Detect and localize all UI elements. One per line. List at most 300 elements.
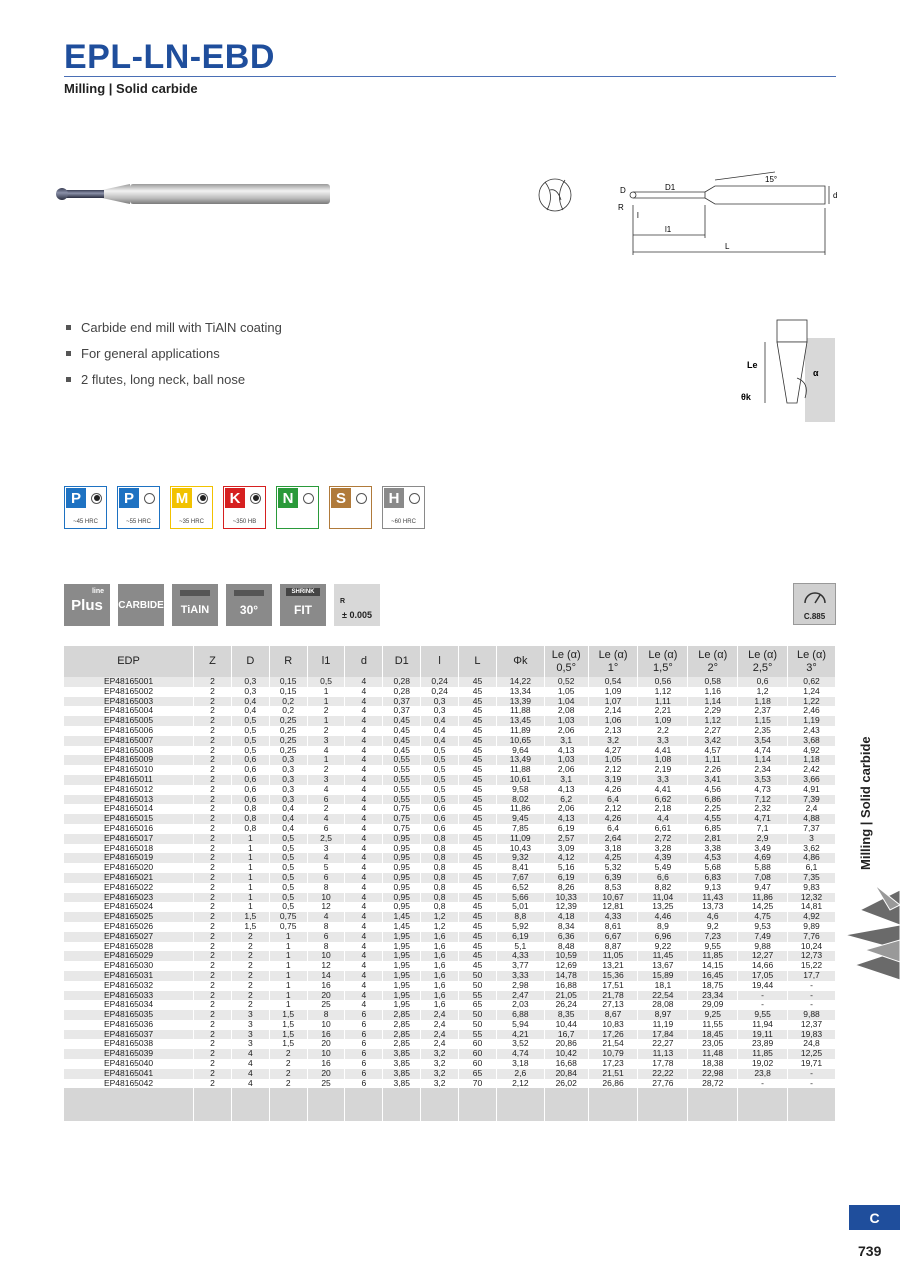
table-cell: 6 <box>307 824 345 834</box>
table-cell: 9,64 <box>496 746 544 756</box>
table-cell: 0,2 <box>269 706 307 716</box>
table-cell: 3 <box>788 834 836 844</box>
table-cell: 19,83 <box>788 1030 836 1040</box>
table-cell: 0,3 <box>269 785 307 795</box>
plusline-text: Plus <box>71 596 103 614</box>
table-cell: 2 <box>194 804 232 814</box>
table-cell: 3,2 <box>421 1079 459 1089</box>
table-cell: 10,65 <box>496 736 544 746</box>
table-cell <box>638 1110 688 1121</box>
table-cell: 4 <box>345 912 383 922</box>
table-cell: 0,95 <box>383 902 421 912</box>
table-cell: 8,48 <box>544 942 588 952</box>
table-cell: 4,13 <box>544 814 588 824</box>
table-cell: 10,59 <box>544 951 588 961</box>
column-header-text: Le (α) <box>551 648 581 661</box>
material-hardness: ~60 HRC <box>391 519 416 525</box>
table-cell: 6,19 <box>496 932 544 942</box>
column-header-text: 0,5° <box>556 661 577 674</box>
table-cell: 4,53 <box>688 853 738 863</box>
plusline-sup: line <box>91 588 104 595</box>
table-cell: 1,6 <box>421 971 459 981</box>
table-cell: 4 <box>345 775 383 785</box>
unsuitable-circle-icon <box>356 493 367 504</box>
table-cell: 4 <box>345 736 383 746</box>
table-cell: 18,45 <box>688 1030 738 1040</box>
table-cell: 3,85 <box>383 1059 421 1069</box>
table-cell: 0,4 <box>421 736 459 746</box>
table-cell: 45 <box>459 932 497 942</box>
table-cell: 2,85 <box>383 1010 421 1020</box>
table-cell: - <box>738 1079 788 1089</box>
table-cell: 2 <box>194 726 232 736</box>
table-cell: 4,26 <box>588 814 638 824</box>
table-cell: 0,56 <box>638 677 688 687</box>
table-cell: 1 <box>231 893 269 903</box>
table-cell: 11,13 <box>638 1049 688 1059</box>
table-cell: 2 <box>194 1020 232 1030</box>
dimension-diagram <box>525 160 845 260</box>
table-cell: EP48165017 <box>64 834 194 844</box>
table-cell: 1,09 <box>588 687 638 697</box>
table-cell: 45 <box>459 795 497 805</box>
table-cell: 0,8 <box>231 824 269 834</box>
table-cell: 2,32 <box>738 804 788 814</box>
table-cell: 1,22 <box>788 697 836 707</box>
table-cell: 2 <box>194 736 232 746</box>
table-cell: 1,95 <box>383 932 421 942</box>
table-cell: 2 <box>194 1030 232 1040</box>
table-cell <box>194 1110 232 1121</box>
table-cell: 0,8 <box>421 834 459 844</box>
table-cell: 21,51 <box>588 1069 638 1079</box>
table-cell: 17,7 <box>788 971 836 981</box>
table-cell: 0,25 <box>269 716 307 726</box>
table-cell: 6 <box>345 1059 383 1069</box>
table-cell: 2 <box>269 1049 307 1059</box>
table-body <box>64 677 836 1121</box>
table-cell: 0,5 <box>421 746 459 756</box>
table-cell: 6 <box>307 795 345 805</box>
table-cell: 4 <box>231 1069 269 1079</box>
table-cell: 3 <box>231 1010 269 1020</box>
table-cell: 27,76 <box>638 1079 688 1089</box>
table-cell: 14,66 <box>738 961 788 971</box>
table-cell: 1,15 <box>738 716 788 726</box>
table-cell: 6,36 <box>544 932 588 942</box>
table-cell: 3 <box>307 775 345 785</box>
page-number: 739 <box>858 1243 882 1259</box>
feature-list <box>64 320 282 398</box>
table-cell: 9,58 <box>496 785 544 795</box>
table-cell: 45 <box>459 746 497 756</box>
table-cell: 5,94 <box>496 1020 544 1030</box>
table-cell: 23,05 <box>688 1039 738 1049</box>
label-L: L <box>725 242 730 251</box>
table-cell: 60 <box>459 1049 497 1059</box>
table-cell: 9,55 <box>688 942 738 952</box>
table-cell: 3,18 <box>496 1059 544 1069</box>
table-cell: 6,88 <box>496 1010 544 1020</box>
table-cell: 6 <box>307 932 345 942</box>
table-cell: 4 <box>231 1049 269 1059</box>
table-cell: 14,81 <box>788 902 836 912</box>
table-cell: 2,25 <box>688 804 738 814</box>
column-header <box>231 646 269 677</box>
table-cell <box>788 1110 836 1121</box>
table-cell: 1,2 <box>421 922 459 932</box>
table-cell: 9,45 <box>496 814 544 824</box>
table-cell: 8,34 <box>544 922 588 932</box>
material-letter: S <box>331 488 351 508</box>
table-cell: EP48165038 <box>64 1039 194 1049</box>
table-cell: 45 <box>459 755 497 765</box>
table-cell: 20 <box>307 1069 345 1079</box>
table-cell: 50 <box>459 981 497 991</box>
table-cell: EP48165006 <box>64 726 194 736</box>
table-cell: 20,86 <box>544 1039 588 1049</box>
table-cell: 3,85 <box>383 1079 421 1089</box>
table-cell: 6,83 <box>688 873 738 883</box>
column-header-text: 1,5° <box>653 661 673 674</box>
table-cell: EP48165034 <box>64 1000 194 1010</box>
table-cell: 0,45 <box>383 716 421 726</box>
table-cell: 1,6 <box>421 951 459 961</box>
table-cell: 12,32 <box>788 893 836 903</box>
table-cell: 10,24 <box>788 942 836 952</box>
table-cell: 0,24 <box>421 687 459 697</box>
table-cell: 2 <box>194 932 232 942</box>
table-cell: 11,85 <box>688 951 738 961</box>
table-cell: 1,6 <box>421 961 459 971</box>
table-cell <box>421 1110 459 1121</box>
table-cell: 4,13 <box>544 785 588 795</box>
table-cell: 1,24 <box>788 687 836 697</box>
table-cell: EP48165032 <box>64 981 194 991</box>
table-cell: 45 <box>459 863 497 873</box>
material-suitability <box>64 486 425 529</box>
material-letter: P <box>66 488 86 508</box>
table-cell: 8,82 <box>638 883 688 893</box>
table-cell: 0,4 <box>269 804 307 814</box>
table-cell <box>738 1088 788 1099</box>
carbide-icon <box>118 584 164 626</box>
table-cell: 6,52 <box>496 883 544 893</box>
table-cell: 16,7 <box>544 1030 588 1040</box>
table-cell: 1,95 <box>383 961 421 971</box>
column-header-text: l <box>438 655 441 668</box>
table-cell: 1,2 <box>738 687 788 697</box>
material-n-badge <box>276 486 319 529</box>
table-cell: 5,68 <box>688 863 738 873</box>
table-cell: 2,21 <box>638 706 688 716</box>
table-cell: 1 <box>307 716 345 726</box>
table-cell: 1,09 <box>638 716 688 726</box>
table-cell: 2 <box>194 814 232 824</box>
table-cell: 50 <box>459 1010 497 1020</box>
table-cell: 0,75 <box>383 824 421 834</box>
table-cell: 3,2 <box>421 1069 459 1079</box>
table-cell: 1,5 <box>269 1010 307 1020</box>
table-cell: 0,5 <box>421 765 459 775</box>
table-cell: 1 <box>269 932 307 942</box>
table-cell: 0,5 <box>269 834 307 844</box>
table-cell: 8,26 <box>544 883 588 893</box>
table-cell: 0,5 <box>231 726 269 736</box>
table-row <box>64 912 836 922</box>
column-header <box>788 646 836 677</box>
column-header <box>459 646 497 677</box>
table-cell: 6,39 <box>588 873 638 883</box>
table-cell: 0,95 <box>383 873 421 883</box>
table-cell: 9,2 <box>688 922 738 932</box>
table-cell: EP48165011 <box>64 775 194 785</box>
table-cell: 0,54 <box>588 677 638 687</box>
material-h-badge <box>382 486 425 529</box>
table-cell: 3 <box>307 736 345 746</box>
table-cell <box>496 1088 544 1099</box>
table-cell: 26,24 <box>544 1000 588 1010</box>
table-cell <box>788 1099 836 1110</box>
table-cell: 2 <box>307 706 345 716</box>
table-cell: - <box>788 981 836 991</box>
table-cell: 7,23 <box>688 932 738 942</box>
table-cell: 2 <box>194 991 232 1001</box>
table-cell: EP48165014 <box>64 804 194 814</box>
table-cell: 0,3 <box>269 755 307 765</box>
empty-row <box>64 1110 836 1121</box>
table-cell: 4,91 <box>788 785 836 795</box>
material-m-badge <box>170 486 213 529</box>
tolerance-icon <box>334 584 380 626</box>
table-cell: 2,46 <box>788 706 836 716</box>
table-cell: 0,5 <box>231 736 269 746</box>
table-cell: 0,95 <box>383 834 421 844</box>
table-cell: 0,58 <box>688 677 738 687</box>
table-cell: 45 <box>459 912 497 922</box>
table-cell: 6 <box>345 1049 383 1059</box>
table-cell: 17,05 <box>738 971 788 981</box>
table-cell: 21,54 <box>588 1039 638 1049</box>
table-cell: 0,5 <box>269 863 307 873</box>
section-tab: C <box>849 1205 900 1230</box>
table-cell: 17,26 <box>588 1030 638 1040</box>
table-cell: 0,3 <box>231 677 269 687</box>
table-cell: 1,12 <box>688 716 738 726</box>
table-cell: - <box>738 991 788 1001</box>
column-header <box>496 646 544 677</box>
table-cell: 1,6 <box>421 981 459 991</box>
label-r: R <box>618 203 624 212</box>
column-header <box>421 646 459 677</box>
table-cell: 1,5 <box>269 1030 307 1040</box>
column-header <box>688 646 738 677</box>
table-cell: 20 <box>307 991 345 1001</box>
table-cell <box>269 1110 307 1121</box>
table-cell: 1,6 <box>421 1000 459 1010</box>
table-cell: 0,52 <box>544 677 588 687</box>
table-cell: 4 <box>345 824 383 834</box>
column-header-text: EDP <box>117 655 140 668</box>
column-header-text: 2° <box>707 661 719 674</box>
table-cell: 3,66 <box>788 775 836 785</box>
table-cell: 23,89 <box>738 1039 788 1049</box>
table-cell: 4,4 <box>638 814 688 824</box>
table-cell <box>231 1110 269 1121</box>
table-cell: 3,09 <box>544 844 588 854</box>
unsuitable-circle-icon <box>144 493 155 504</box>
table-cell: 2,85 <box>383 1030 421 1040</box>
table-cell: 0,8 <box>421 902 459 912</box>
table-cell: 2,57 <box>544 834 588 844</box>
table-cell: 10 <box>307 893 345 903</box>
table-cell <box>544 1110 588 1121</box>
title-rule <box>64 76 836 77</box>
table-cell: 2 <box>194 1079 232 1089</box>
table-cell: 0,55 <box>383 755 421 765</box>
table-cell: 3,53 <box>738 775 788 785</box>
table-cell: 0,95 <box>383 893 421 903</box>
empty-row <box>64 1088 836 1099</box>
table-cell: 3,1 <box>544 736 588 746</box>
table-cell: 29,09 <box>688 1000 738 1010</box>
material-hardness: ~350 HB <box>232 519 257 525</box>
table-cell: 0,6 <box>231 795 269 805</box>
table-cell: 10 <box>307 1020 345 1030</box>
table-cell: 8 <box>307 922 345 932</box>
table-cell: 45 <box>459 942 497 952</box>
table-cell: 8,41 <box>496 863 544 873</box>
tool-illustration <box>40 176 340 212</box>
table-cell: 11,85 <box>738 1049 788 1059</box>
table-cell: 4,73 <box>738 785 788 795</box>
table-cell: 2 <box>194 873 232 883</box>
shrink-text: FIT <box>294 603 312 617</box>
table-cell: 17,84 <box>638 1030 688 1040</box>
table-cell: 9,89 <box>788 922 836 932</box>
table-cell: 2 <box>231 991 269 1001</box>
material-letter: P <box>119 488 139 508</box>
table-cell: 9,88 <box>738 942 788 952</box>
table-cell: 6 <box>345 1010 383 1020</box>
table-cell: 7,76 <box>788 932 836 942</box>
table-cell: 6 <box>307 873 345 883</box>
page-title: EPL-LN-EBD <box>64 38 275 76</box>
table-cell: 0,45 <box>383 736 421 746</box>
table-cell <box>459 1099 497 1110</box>
table-cell: EP48165012 <box>64 785 194 795</box>
table-cell: 5,88 <box>738 863 788 873</box>
table-cell: 11,86 <box>738 893 788 903</box>
table-cell: 0,4 <box>231 697 269 707</box>
table-cell: 2,13 <box>588 726 638 736</box>
table-cell: 8,9 <box>638 922 688 932</box>
table-cell: 6,19 <box>544 873 588 883</box>
table-cell: 1 <box>231 844 269 854</box>
table-cell: 4 <box>345 1000 383 1010</box>
label-l: l <box>637 211 639 220</box>
table-cell: 5,32 <box>588 863 638 873</box>
table-cell: 3,54 <box>738 736 788 746</box>
table-cell: 0,4 <box>269 824 307 834</box>
table-cell: 13,45 <box>496 716 544 726</box>
page-subtitle: Milling | Solid carbide <box>64 81 198 96</box>
table-cell: 0,24 <box>421 677 459 687</box>
column-header-text: 3° <box>806 661 817 674</box>
label-shank-d: d <box>833 191 838 200</box>
table-cell: EP48165008 <box>64 746 194 756</box>
table-cell: EP48165028 <box>64 942 194 952</box>
table-cell: 2,64 <box>588 834 638 844</box>
table-cell: 0,8 <box>421 863 459 873</box>
table-cell: EP48165019 <box>64 853 194 863</box>
table-cell: 2 <box>194 1000 232 1010</box>
table-cell: EP48165004 <box>64 706 194 716</box>
table-cell: 6 <box>345 1030 383 1040</box>
table-cell: EP48165021 <box>64 873 194 883</box>
table-cell: 2 <box>194 1049 232 1059</box>
table-cell: 8,87 <box>588 942 638 952</box>
table-cell: 6,6 <box>638 873 688 883</box>
table-cell: 4 <box>345 971 383 981</box>
table-cell: 7,39 <box>788 795 836 805</box>
table-cell: 2 <box>194 922 232 932</box>
feature-icons <box>64 584 380 626</box>
table-cell: 2,2 <box>638 726 688 736</box>
table-cell: 2 <box>194 824 232 834</box>
table-cell: EP48165013 <box>64 795 194 805</box>
table-cell: 4 <box>345 746 383 756</box>
table-cell: 2 <box>269 1069 307 1079</box>
table-cell: 0,25 <box>269 736 307 746</box>
table-cell: 11,09 <box>496 834 544 844</box>
table-cell: 11,94 <box>738 1020 788 1030</box>
table-header-row <box>64 646 836 677</box>
table-cell <box>544 1088 588 1099</box>
carbide-text: CARBIDE <box>118 599 164 611</box>
table-cell: 0,45 <box>383 746 421 756</box>
table-cell: 4,21 <box>496 1030 544 1040</box>
table-cell: 0,45 <box>383 726 421 736</box>
table-cell: 8,8 <box>496 912 544 922</box>
table-cell: 8 <box>307 942 345 952</box>
table-cell: 12,27 <box>738 951 788 961</box>
table-cell: 4,13 <box>544 746 588 756</box>
table-cell: 3,2 <box>588 736 638 746</box>
table-cell: 5,92 <box>496 922 544 932</box>
column-header-text: Le (α) <box>648 648 678 661</box>
table-cell: 2 <box>194 795 232 805</box>
table-cell: 1,12 <box>638 687 688 697</box>
table-cell <box>544 1099 588 1110</box>
table-cell: 4,6 <box>688 912 738 922</box>
table-cell: 1 <box>269 981 307 991</box>
table-cell: 12,39 <box>544 902 588 912</box>
table-cell <box>688 1110 738 1121</box>
material-hardness: ~55 HRC <box>126 519 151 525</box>
table-cell: - <box>788 1079 836 1089</box>
table-cell: 20 <box>307 1039 345 1049</box>
product-table <box>64 646 836 1121</box>
table-cell: 4,75 <box>738 912 788 922</box>
table-cell: 11,88 <box>496 706 544 716</box>
table-cell: 9,32 <box>496 853 544 863</box>
suitable-dot-icon <box>197 493 208 504</box>
table-cell: 1,16 <box>688 687 738 697</box>
table-cell: 6,1 <box>788 863 836 873</box>
column-header-text: D1 <box>394 655 409 668</box>
table-cell: 2,4 <box>421 1010 459 1020</box>
